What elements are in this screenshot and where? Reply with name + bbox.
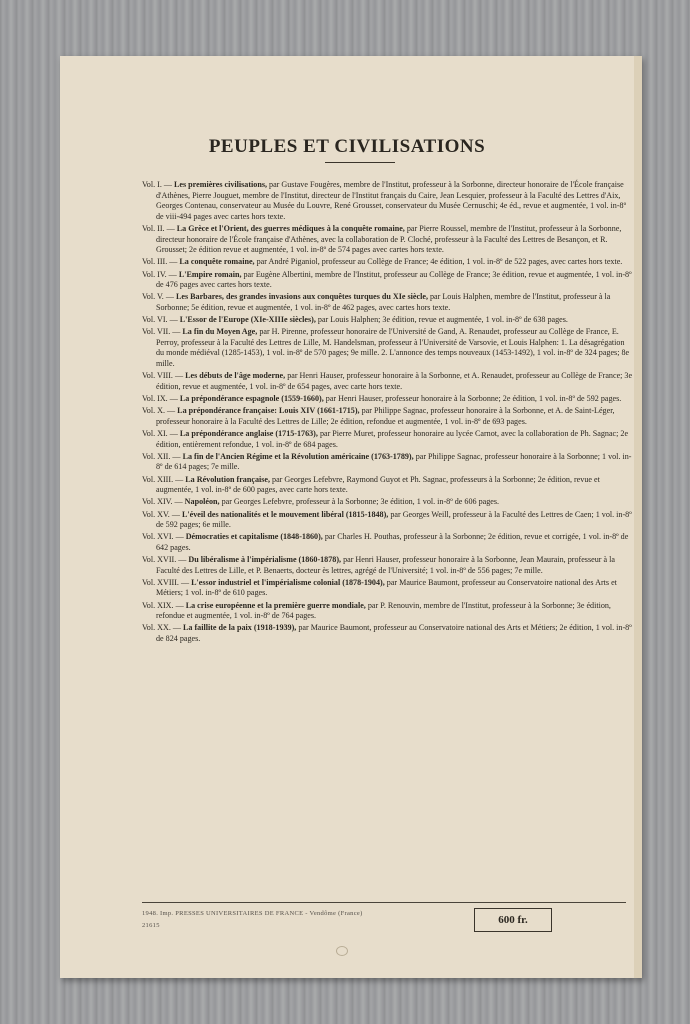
printer-imprint bbox=[142, 908, 363, 932]
volume-entry bbox=[142, 601, 634, 622]
volume-details: par Pierre Roussel, membre de l'Institut, professeur à la Sorbonne, directeur honoraire de l'École française d'Athènes, avec la collaboration de P. Cloché, professeur à la Faculté des Lettres de Besançon, et R. Grousset; 2e édition revue et augmentée, 1 vol. in-8º de 574 pages avec cartes hors texte. bbox=[156, 223, 622, 255]
volume-number: Vol. XIX. — bbox=[142, 600, 184, 610]
volume-title: L'Essor de l'Europe (XIe-XIIIe siècles), bbox=[179, 315, 316, 325]
volume-entry bbox=[142, 315, 634, 326]
volume-number: Vol. XX. — bbox=[142, 623, 181, 633]
volume-entry bbox=[142, 371, 634, 392]
volume-details: par André Piganiol, professeur au Collège de France; 4e édition, 1 vol. in-8º de 522 pages, avec cartes hors texte. bbox=[256, 257, 623, 267]
volume-title: La prépondérance espagnole (1559-1660), bbox=[179, 394, 324, 404]
title-underline bbox=[325, 162, 395, 163]
volume-details: par Eugène Albertini, membre de l'Institut, professeur au Collège de France; 3e édition, revue et augmentée, 1 vol. in-8º de 476 pages avec cartes hors texte. bbox=[156, 269, 632, 290]
volume-title: La prépondérance anglaise (1715-1763), bbox=[179, 429, 318, 438]
book-back-cover bbox=[60, 56, 642, 978]
volume-title: Les Barbares, des grandes invasions aux conquêtes turques du XIe siècle, bbox=[175, 292, 428, 302]
volume-title: La fin de l'Ancien Régime et la Révolution américaine (1763-1789), bbox=[182, 451, 414, 461]
volume-details: par Henri Hauser, professeur honoraire à la Sorbonne, et A. Renaudet, professeur au Collège de France; 3e édition, revue et augmentée, 1 vol. in-8º de 654 pages, avec carte hors texte. bbox=[156, 371, 633, 391]
volume-title: Napoléon, bbox=[184, 497, 220, 507]
volume-details: par Charles H. Pouthas, professeur à la Sorbonne; 2e édition, revue et corrigée, 1 vol. in-8º de 642 pages. bbox=[156, 532, 629, 552]
paper-stain bbox=[336, 946, 348, 956]
volume-number: Vol. V. — bbox=[142, 292, 174, 302]
volume-number: Vol. XVII. — bbox=[142, 555, 187, 565]
volume-title: Les débuts de l'âge moderne, bbox=[185, 371, 286, 381]
volume-details: par Pierre Muret, professeur honoraire au lycée Carnot, avec la collaboration de Ph. Sagnac; 2e édition, entièrement refondue, 1 vol. in-8º de 684 pages. bbox=[156, 429, 629, 449]
volume-entry bbox=[142, 292, 634, 313]
volume-details: par Louis Halphen; 3e édition, revue et augmentée, 1 vol. in-8º de 638 pages. bbox=[317, 315, 568, 325]
print-code: 21615 bbox=[142, 922, 160, 929]
volume-title: La faillite de la paix (1918-1939), bbox=[183, 623, 297, 633]
volume-number: Vol. XIII. — bbox=[142, 474, 184, 484]
volume-number: Vol. XVIII. — bbox=[142, 577, 190, 587]
imprint-line: 1948. Imp. PRESSES UNIVERSITAIRES DE FRANCE - Vendôme (France) bbox=[142, 910, 363, 917]
volume-details: par Henri Hauser, professeur honoraire à la Sorbonne, Jean Maurain, professeur à la Faculté des Lettres de Lille, et P. Benaerts, docteur ès lettres, agrégé de l'Université; 1 vol. in-8º de 556 pages; 7e mille. bbox=[156, 555, 615, 575]
volume-number: Vol. II. — bbox=[142, 223, 175, 233]
volume-details: par H. Pirenne, professeur honoraire de l'Université de Gand, A. Renaudet, professeur au Collège de France, E. Perroy, professeur à la Faculté des Lettres de Lille, M. Handelsman, professeur à l'Université de Varsovie, et Louis Halphen: 1. La désagrégation du monde médiéval (1285-1453), 1 vol. in-8º de 570 pages; 9e mille. 2. L'annonce des temps nouveaux (1453-1492), 1 vol. in-8º de 324 pages; 8e mille. bbox=[156, 327, 630, 369]
volume-entry bbox=[142, 497, 634, 508]
volume-number: Vol. XIV. — bbox=[142, 497, 183, 507]
volume-number: Vol. X. — bbox=[142, 406, 176, 416]
volume-entry bbox=[142, 555, 634, 576]
volume-number: Vol. IV. — bbox=[142, 269, 177, 279]
volume-number: Vol. III. — bbox=[142, 257, 178, 267]
volume-title: La Grèce et l'Orient, des guerres médiques à la conquête romaine, bbox=[176, 223, 405, 233]
volume-title: Démocraties et capitalisme (1848-1860), bbox=[185, 532, 323, 542]
volume-entry bbox=[142, 578, 634, 599]
volume-details: par Maurice Baumont, professeur au Conservatoire national des Arts et Métiers; 2e édition, 1 vol. in-8º de 824 pages. bbox=[156, 623, 632, 644]
volume-number: Vol. XV. — bbox=[142, 509, 180, 519]
volume-entry bbox=[142, 475, 634, 496]
volume-title: La Révolution française, bbox=[185, 474, 271, 484]
volume-entry bbox=[142, 224, 634, 256]
volume-number: Vol. VIII. — bbox=[142, 371, 184, 381]
volume-number: Vol. VI. — bbox=[142, 315, 178, 325]
volume-details: par Georges Lefebvre, professeur à la Sorbonne; 3e édition, 1 vol. in-8º de 606 pages. bbox=[221, 497, 500, 507]
volume-entry bbox=[142, 429, 634, 450]
volume-number: Vol. VII. — bbox=[142, 327, 181, 337]
volume-title: La fin du Moyen Age, bbox=[182, 327, 258, 337]
volume-entry bbox=[142, 327, 634, 369]
volume-details: par Maurice Baumont, professeur au Conservatoire national des Arts et Métiers; 1 vol. in-8º de 610 pages. bbox=[156, 577, 617, 598]
volume-details: par Gustave Fougères, membre de l'Institut, professeur à la Sorbonne, directeur honoraire de l'École française d'Athènes, Pierre Jouguet, membre de l'Institut, directeur de l'Institut français du Caire, Jean Lesquier, professeur à la Faculté des Lettres d'Aix, Georges Contenau, conservateur au Musée du Louvre, René Grousset, conservateur du Musée Cernuschi; 4e éd., revue et augmentée, 1 vol. in-8º de viii-494 pages avec cartes hors texte. bbox=[156, 180, 627, 221]
volume-title: Du libéralisme à l'impérialisme (1860-1878), bbox=[188, 555, 342, 565]
volume-entry bbox=[142, 532, 634, 553]
volume-entry bbox=[142, 394, 634, 405]
volume-details: par Georges Weill, professeur à la Faculté des Lettres de Caen; 1 vol. in-8º de 592 pages; 6e mille. bbox=[156, 509, 632, 530]
volume-details: par Philippe Sagnac, professeur honoraire à la Sorbonne, et A. de Saint-Léger, professeur honoraire à la Faculté des Lettres de Lille; 2e édition, refondue et augmentée, 1 vol. in-8º de 693 pages. bbox=[156, 406, 615, 426]
volume-details: par Georges Lefebvre, Raymond Guyot et Ph. Sagnac, professeurs à la Sorbonne; 2e édition, revue et augmentée, 1 vol. in-8º de 600 pages, avec carte hors texte. bbox=[156, 474, 600, 495]
volume-title: L'essor industriel et l'impérialisme colonial (1878-1904), bbox=[191, 577, 385, 587]
volume-number: Vol. XII. — bbox=[142, 451, 181, 461]
volume-entry bbox=[142, 510, 634, 531]
volume-title: L'Empire romain, bbox=[178, 269, 242, 279]
volume-list bbox=[142, 180, 634, 646]
volume-details: par P. Renouvin, membre de l'Institut, professeur à la Sorbonne; 3e édition, refondue et augmentée, 1 vol. in-8º de 764 pages. bbox=[156, 600, 611, 621]
volume-title: La prépondérance française: Louis XIV (1661-1715), bbox=[177, 406, 360, 416]
volume-number: Vol. I. — bbox=[142, 180, 172, 189]
volume-entry bbox=[142, 180, 634, 222]
volume-title: La crise européenne et la première guerre mondiale, bbox=[185, 600, 366, 610]
volume-title: Les premières civilisations, bbox=[174, 180, 268, 189]
volume-title: L'éveil des nationalités et le mouvement libéral (1815-1848), bbox=[181, 509, 389, 519]
volume-entry bbox=[142, 452, 634, 473]
footer-divider bbox=[142, 902, 626, 903]
volume-title: La conquête romaine, bbox=[179, 257, 255, 267]
volume-details: par Henri Hauser, professeur honoraire à la Sorbonne; 2e édition, 1 vol. in-8º de 592 pages. bbox=[325, 394, 622, 404]
volume-number: Vol. XVI. — bbox=[142, 532, 184, 542]
price-box: 600 fr. bbox=[474, 908, 552, 932]
volume-number: Vol. IX. — bbox=[142, 394, 178, 404]
page-title: PEUPLES ET CIVILISATIONS bbox=[208, 136, 486, 157]
volume-entry bbox=[142, 257, 634, 268]
volume-details: par Philippe Sagnac, professeur honoraire à la Sorbonne; 1 vol. in-8º de 614 pages; 7e mille. bbox=[156, 451, 632, 472]
volume-details: par Louis Halphen, membre de l'Institut, professeur à la Sorbonne; 5e édition, revue et augmentée, 1 vol. in-8º de 462 pages, avec cartes hors texte. bbox=[156, 292, 611, 312]
volume-number: Vol. XI. — bbox=[142, 429, 178, 438]
volume-entry bbox=[142, 406, 634, 427]
volume-entry bbox=[142, 270, 634, 291]
volume-entry bbox=[142, 623, 634, 644]
